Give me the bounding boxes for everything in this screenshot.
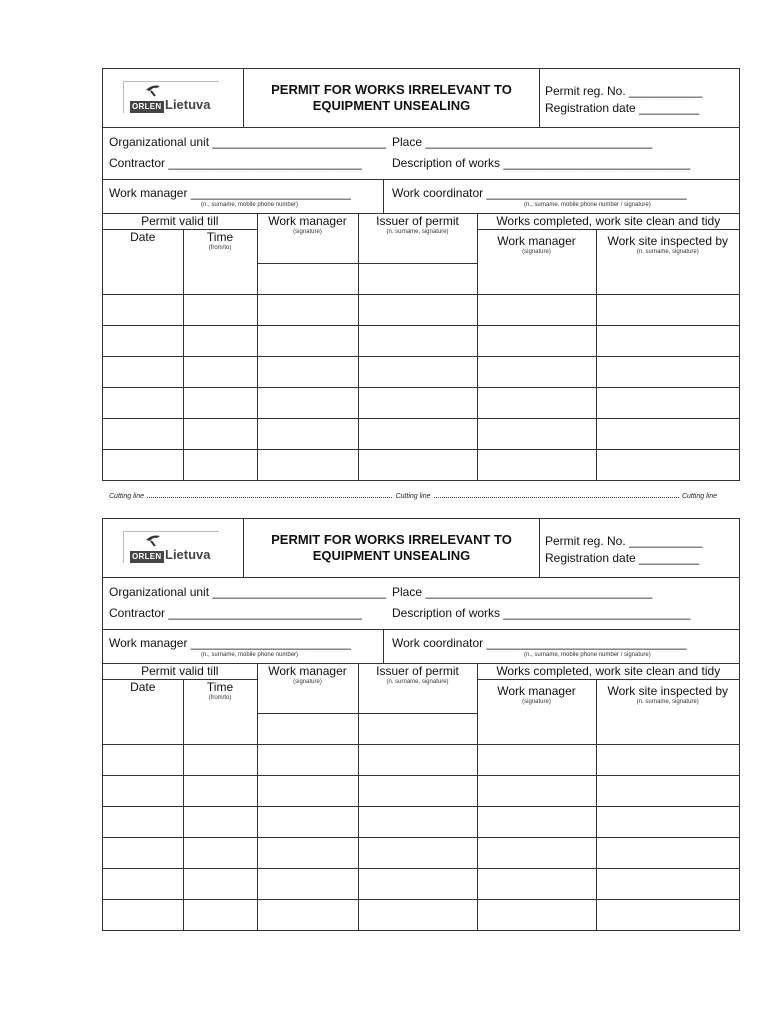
entry-cell[interactable]	[358, 868, 477, 899]
organizational-unit-field[interactable]: Organizational unit __________________________	[109, 135, 386, 149]
work-coordinator-field[interactable]: Work coordinator ______________________________	[392, 636, 687, 650]
organizational-unit-field[interactable]: Organizational unit __________________________	[109, 585, 386, 599]
orlen-lietuva-logo	[123, 81, 223, 115]
works-completed-header: Works completed, work site clean and tidy	[477, 214, 739, 229]
bird-icon	[145, 533, 163, 547]
permit-table	[103, 214, 739, 480]
table-row	[103, 806, 739, 837]
entry-cell[interactable]	[358, 744, 477, 775]
entry-cell[interactable]	[183, 325, 257, 356]
entry-cell[interactable]	[257, 387, 358, 418]
work-coordinator-field[interactable]: Work coordinator ______________________________	[392, 186, 687, 200]
table-row	[103, 837, 739, 868]
entry-cell[interactable]	[103, 356, 183, 387]
entry-cell[interactable]	[477, 387, 596, 418]
work-manager-column-header: Work manager (signature)	[257, 214, 358, 263]
work-manager-hint: (n., surname, mobile phone number)	[201, 202, 299, 208]
entry-cell[interactable]	[477, 806, 596, 837]
registration-date-field[interactable]: Registration date _________	[545, 551, 700, 565]
entry-cell[interactable]	[103, 294, 183, 325]
permit-valid-till-header: Permit valid till	[103, 214, 257, 229]
table-row	[103, 356, 739, 387]
entry-cell[interactable]	[183, 356, 257, 387]
inspected-by-header: Work site inspected by (n. surname, signature)	[596, 229, 739, 263]
inspected-by-header: Work site inspected by (n. surname, signature)	[596, 679, 739, 713]
entry-cell[interactable]	[103, 387, 183, 418]
form-header	[103, 519, 739, 578]
table-row	[103, 775, 739, 806]
logo-badge: ORLEN	[132, 102, 162, 111]
entry-cell[interactable]	[103, 775, 183, 806]
registration-date-field[interactable]: Registration date _________	[545, 101, 700, 115]
work-manager-column-header: Work manager (signature)	[257, 664, 358, 713]
manager-section	[103, 630, 739, 664]
permit-table	[103, 664, 739, 930]
work-manager-field[interactable]: Work manager ________________________	[109, 636, 351, 650]
entry-cell[interactable]	[596, 325, 739, 356]
entry-cell[interactable]	[257, 744, 358, 775]
entry-cell[interactable]	[183, 713, 257, 744]
entry-cell[interactable]	[596, 868, 739, 899]
table-row	[103, 744, 739, 775]
works-completed-header: Works completed, work site clean and tidy	[477, 664, 739, 679]
entry-cell[interactable]	[358, 418, 477, 449]
logo-badge: ORLEN	[132, 552, 162, 561]
contractor-field[interactable]: Contractor _____________________________	[109, 156, 362, 170]
form-title: PERMIT FOR WORKS IRRELEVANT TO EQUIPMENT UNSEALING	[244, 519, 540, 577]
permit-valid-till-header: Permit valid till	[103, 664, 257, 679]
table-row	[103, 387, 739, 418]
entry-cell[interactable]	[477, 837, 596, 868]
logo-word: Lietuva	[165, 547, 211, 562]
entry-cell[interactable]	[257, 325, 358, 356]
entry-cell[interactable]	[596, 449, 739, 480]
completed-manager-header: Work manager (signature)	[477, 229, 596, 263]
entry-cell[interactable]	[477, 713, 596, 744]
manager-section	[103, 180, 739, 214]
entry-cell[interactable]	[596, 713, 739, 744]
entry-cell[interactable]	[358, 775, 477, 806]
table-row	[103, 294, 739, 325]
entry-cell[interactable]	[358, 449, 477, 480]
issuer-column-header: Issuer of permit (n. surname, signature)	[358, 214, 477, 263]
contractor-field[interactable]: Contractor _____________________________	[109, 606, 362, 620]
entry-cell[interactable]	[257, 837, 358, 868]
entry-cell[interactable]	[103, 713, 183, 744]
entry-cell[interactable]	[477, 356, 596, 387]
permit-form-top	[102, 68, 740, 481]
entry-cell[interactable]	[596, 744, 739, 775]
table-row	[103, 899, 739, 930]
permit-form-bottom	[102, 518, 740, 931]
entry-cell[interactable]	[103, 418, 183, 449]
time-column-header: Time (from/to)	[183, 679, 257, 713]
entry-cell[interactable]	[257, 449, 358, 480]
entry-cell[interactable]	[257, 294, 358, 325]
table-row	[103, 868, 739, 899]
work-manager-field[interactable]: Work manager ________________________	[109, 186, 351, 200]
date-column-header: Date	[103, 229, 183, 263]
permit-reg-no-field[interactable]: Permit reg. No. ___________	[545, 534, 703, 548]
description-field[interactable]: Description of works ____________________________	[392, 156, 691, 170]
logo-cell	[103, 69, 244, 127]
permit-reg-no-field[interactable]: Permit reg. No. ___________	[545, 84, 703, 98]
entry-cell[interactable]	[103, 263, 183, 294]
form-title: PERMIT FOR WORKS IRRELEVANT TO EQUIPMENT UNSEALING	[244, 69, 540, 127]
work-coordinator-hint: (n., surname, mobile phone number / signature)	[524, 652, 651, 658]
entry-cell[interactable]	[358, 263, 477, 294]
entry-cell[interactable]	[596, 806, 739, 837]
entry-cell[interactable]	[358, 294, 477, 325]
entry-cell[interactable]	[596, 775, 739, 806]
entry-cell[interactable]	[596, 837, 739, 868]
work-coordinator-hint: (n., surname, mobile phone number / signature)	[524, 202, 651, 208]
place-field[interactable]: Place __________________________________	[392, 135, 653, 149]
entry-cell[interactable]	[103, 806, 183, 837]
completed-manager-header: Work manager (signature)	[477, 679, 596, 713]
entry-cell[interactable]	[103, 899, 183, 930]
org-section	[103, 578, 739, 630]
table-row	[103, 263, 739, 294]
bird-icon	[145, 83, 163, 97]
entry-cell[interactable]	[257, 868, 358, 899]
table-row	[103, 449, 739, 480]
entry-cell[interactable]	[477, 325, 596, 356]
entry-cell[interactable]	[596, 294, 739, 325]
entry-cell[interactable]	[257, 806, 358, 837]
entry-cell[interactable]	[596, 387, 739, 418]
entry-cell[interactable]	[257, 899, 358, 930]
entry-cell[interactable]	[183, 294, 257, 325]
entry-cell[interactable]	[596, 899, 739, 930]
entry-cell[interactable]	[477, 775, 596, 806]
entry-cell[interactable]	[103, 868, 183, 899]
org-section	[103, 128, 739, 180]
entry-cell[interactable]	[477, 744, 596, 775]
entry-cell[interactable]	[183, 418, 257, 449]
entry-cell[interactable]	[183, 868, 257, 899]
date-column-header: Date	[103, 679, 183, 713]
entry-cell[interactable]	[183, 263, 257, 294]
entry-cell[interactable]	[103, 744, 183, 775]
entry-cell[interactable]	[358, 899, 477, 930]
entry-cell[interactable]	[477, 449, 596, 480]
logo-word: Lietuva	[165, 97, 211, 112]
entry-cell[interactable]	[103, 325, 183, 356]
registration-block	[540, 519, 739, 577]
entry-cell[interactable]	[257, 418, 358, 449]
entry-cell[interactable]	[358, 387, 477, 418]
entry-cell[interactable]	[257, 713, 358, 744]
table-row	[103, 325, 739, 356]
entry-cell[interactable]	[358, 713, 477, 744]
entry-cell[interactable]	[183, 775, 257, 806]
place-field[interactable]: Place __________________________________	[392, 585, 653, 599]
entry-cell[interactable]	[358, 837, 477, 868]
entry-cell[interactable]	[183, 449, 257, 480]
entry-cell[interactable]	[257, 356, 358, 387]
entry-cell[interactable]	[183, 837, 257, 868]
table-row	[103, 418, 739, 449]
entry-cell[interactable]	[183, 744, 257, 775]
entry-cell[interactable]	[477, 899, 596, 930]
entry-cell[interactable]	[183, 387, 257, 418]
description-field[interactable]: Description of works ____________________________	[392, 606, 691, 620]
registration-block	[540, 69, 739, 127]
entry-cell[interactable]	[257, 775, 358, 806]
logo-cell	[103, 519, 244, 577]
table-row	[103, 713, 739, 744]
time-column-header: Time (from/to)	[183, 229, 257, 263]
entry-cell[interactable]	[358, 325, 477, 356]
entry-cell[interactable]	[183, 806, 257, 837]
cutting-line: Cutting line Cutting line Cutting line	[109, 493, 717, 500]
work-manager-hint: (n., surname, mobile phone number)	[201, 652, 299, 658]
entry-cell[interactable]	[477, 418, 596, 449]
entry-cell[interactable]	[477, 263, 596, 294]
issuer-column-header: Issuer of permit (n. surname, signature)	[358, 664, 477, 713]
entry-cell[interactable]	[596, 356, 739, 387]
entry-cell[interactable]	[596, 418, 739, 449]
entry-cell[interactable]	[477, 868, 596, 899]
entry-cell[interactable]	[103, 449, 183, 480]
orlen-lietuva-logo	[123, 531, 223, 565]
entry-cell[interactable]	[257, 263, 358, 294]
form-header	[103, 69, 739, 128]
entry-cell[interactable]	[358, 806, 477, 837]
entry-cell[interactable]	[477, 294, 596, 325]
entry-cell[interactable]	[103, 837, 183, 868]
entry-cell[interactable]	[358, 356, 477, 387]
entry-cell[interactable]	[596, 263, 739, 294]
entry-cell[interactable]	[183, 899, 257, 930]
